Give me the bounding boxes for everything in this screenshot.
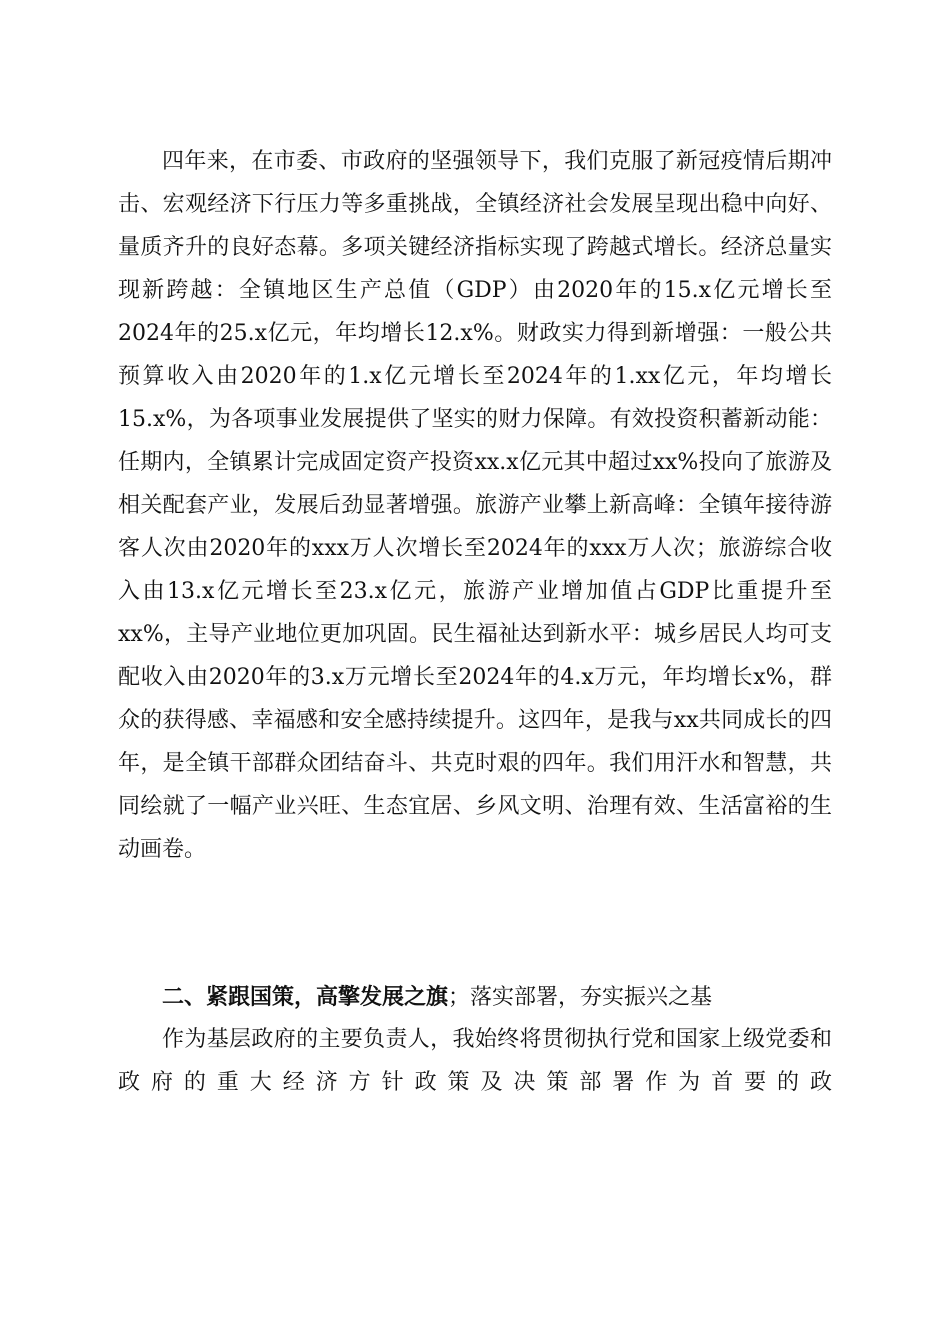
body-paragraph-achievements: 四年来，在市委、市政府的坚强领导下，我们克服了新冠疫情后期冲击、宏观经济下行压力等多重挑战，全镇经济社会发展呈现出稳中向好、量质齐升的良好态幕。多项关键经济指标实现了跨越式增长。经济总量实现新跨越：全镇地区生产总值（GDP）由2020年的15.x亿元增长至2024年的25.x亿元，年均增长12.x%。财政实力得到新增强：一般公共预算收入由2020年的1.x亿元增长至2024年的1.xx亿元，年均增长15.x%，为各项事业发展提供了坚实的财力保障。有效投资积蓄新动能：任期内，全镇累计完成固定资产投资xx.x亿元其中超过xx%投向了旅游及相关配套产业，发展后劲显著增强。旅游产业攀上新高峰：全镇年接待游客人次由2020年的xxx万人次增长至2024年的xxx万人次；旅游综合收入由13.x亿元增长至23.x亿元，旅游产业增加值占GDP比重提升至xx%，主导产业地位更加巩固。民生福祉达到新水平：城乡居民人均可支配收入由2020年的3.x万元增长至2024年的4.x万元，年均增长x%，群众的获得感、幸福感和安全感持续提升。这四年，是我与xx共同成长的四年，是全镇干部群众团结奋斗、共克时艰的四年。我们用汗水和智慧，共同绘就了一幅产业兴旺、生态宜居、乡风文明、治理有效、生活富裕的生动画卷。 bbox=[118, 149, 832, 862]
section-heading-normal: ；落实部署，夯实振兴之基 bbox=[448, 985, 713, 1010]
body-paragraph-policy: 作为基层政府的主要负责人，我始终将贯彻执行党和国家上级党委和政府的重大经济方针政策及决策部署作为首要的政 bbox=[118, 1027, 832, 1095]
section-heading-bold: 二、紧跟国策，高擎发展之旗 bbox=[162, 985, 449, 1010]
section-heading bbox=[118, 976, 832, 1019]
